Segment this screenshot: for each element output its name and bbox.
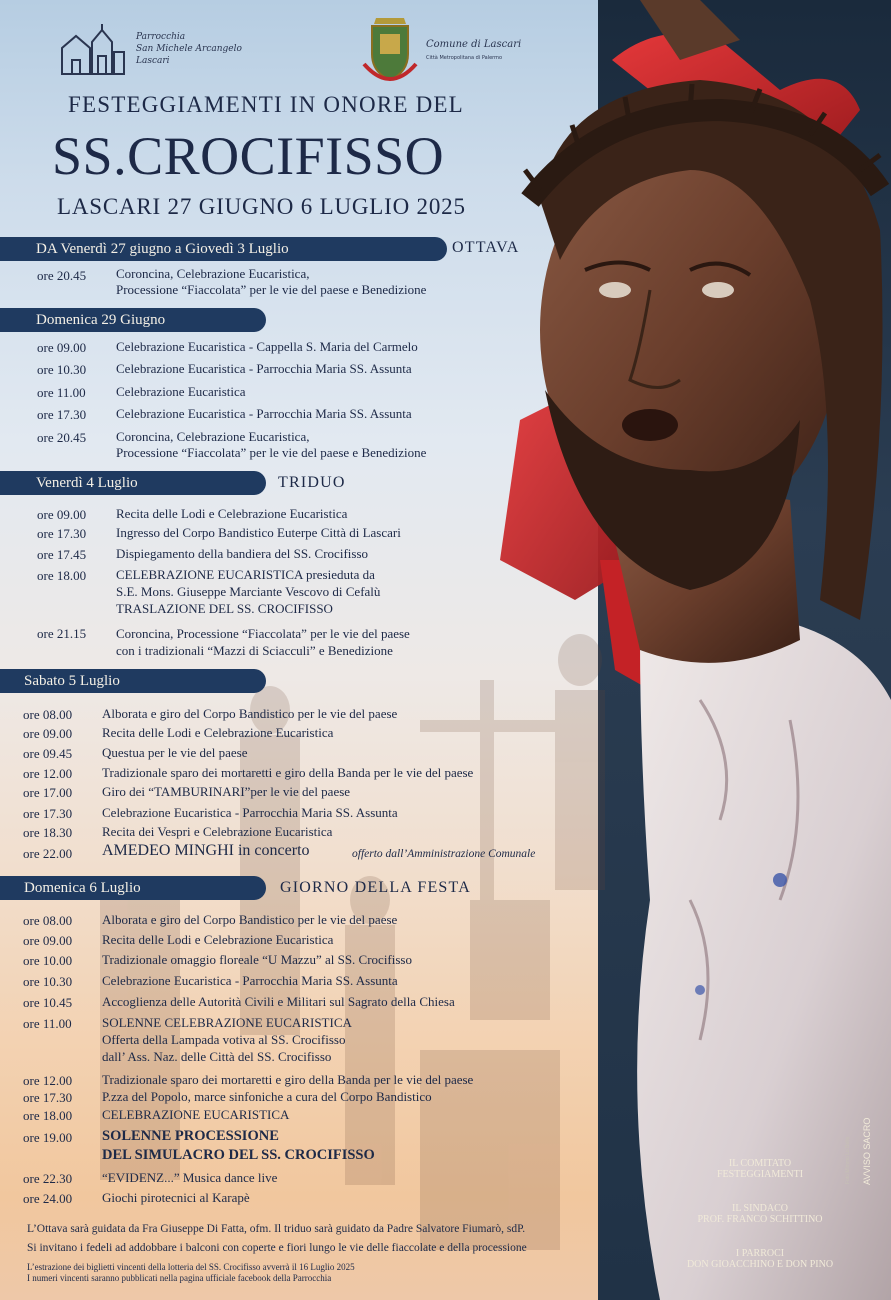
event-time: ore 10.45 — [23, 995, 73, 1010]
title-main: SS.CROCIFISSO — [52, 126, 445, 186]
event-time: ore 10.00 — [23, 953, 73, 968]
event-text: Tradizionale sparo dei mortaretti e giro della Banda per le vie del paese — [102, 1072, 474, 1087]
event-time: ore 09.00 — [23, 933, 73, 948]
section-tag-ottava: OTTAVA — [452, 239, 520, 256]
event-time: ore 18.30 — [23, 825, 73, 840]
title-dates: LASCARI 27 GIUGNO 6 LUGLIO 2025 — [57, 194, 466, 219]
comune-coat-of-arms-icon — [360, 14, 420, 86]
event-text: Celebrazione Eucaristica - Parrocchia Maria SS. Assunta — [116, 361, 412, 376]
photo-credit: Foto Mimmo Lo Bello — [845, 1136, 851, 1184]
event-time: ore 17.45 — [37, 547, 87, 562]
event-text: SOLENNE CELEBRAZIONE EUCARISTICA Offerta della Lampada votiva al SS. Crocifisso dall’ Ass. Naz. delle Città del SS. Crocifisso — [102, 1015, 352, 1064]
section-band-venerdi-4: Venerdì 4 Luglio — [0, 471, 266, 495]
event-time: ore 09.00 — [37, 507, 87, 522]
event-time: ore 08.00 — [23, 913, 73, 928]
event-time: ore 18.00 — [37, 568, 87, 583]
event-text: Coroncina, Celebrazione Eucaristica, Processione “Fiaccolata” per le vie del paese e Benedizione — [116, 266, 427, 297]
title-line-1: FESTEGGIAMENTI IN ONORE DEL — [68, 92, 464, 117]
event-time: ore 17.30 — [23, 1090, 73, 1105]
event-text: Ingresso del Corpo Bandistico Euterpe Città di Lascari — [116, 525, 401, 540]
event-text: Recita dei Vespri e Celebrazione Eucaristica — [102, 824, 333, 839]
signature-priests: I PARROCI DON GIOACCHINO E DON PINO — [686, 1248, 834, 1270]
section-tag-triduo: TRIDUO — [278, 474, 346, 491]
footnote-lottery: L’estrazione dei biglietti vincenti della lotteria del SS. Crocifisso avverrà il 16 Luglio 2025 — [27, 1262, 355, 1272]
event-time: ore 12.00 — [23, 1073, 73, 1088]
event-time: ore 17.30 — [37, 526, 87, 541]
event-time: ore 19.00 — [23, 1130, 73, 1145]
event-text: Coroncina, Processione “Fiaccolata” per le vie del paese con i tradizionali “Mazzi di Sciacculi” e Benedizione — [116, 626, 410, 658]
event-time: ore 17.00 — [23, 785, 73, 800]
event-text: P.zza del Popolo, marce sinfoniche a cura del Corpo Bandistico — [102, 1089, 432, 1104]
event-time: ore 18.00 — [23, 1108, 73, 1123]
event-time: ore 11.00 — [37, 385, 86, 400]
event-time: ore 09.45 — [23, 746, 73, 761]
event-time: ore 17.30 — [37, 407, 87, 422]
event-text-procession: SOLENNE PROCESSIONE DEL SIMULACRO DEL SS. CROCIFISSO — [102, 1128, 375, 1163]
parish-name: Parrocchia San Michele Arcangelo Lascari — [136, 32, 242, 66]
event-text: Giochi pirotecnici al Karapè — [102, 1190, 250, 1205]
event-text: Recita delle Lodi e Celebrazione Eucaristica — [102, 932, 334, 947]
event-extra-note: offerto dall’Amministrazione Comunale — [352, 848, 536, 860]
event-text: Alborata e giro del Corpo Bandistico per le vie del paese — [102, 912, 398, 927]
section-tag-giorno-festa: GIORNO DELLA FESTA — [280, 879, 471, 896]
event-time: ore 20.45 — [37, 268, 87, 283]
event-text: CELEBRAZIONE EUCARISTICA — [102, 1107, 290, 1122]
event-time: ore 24.00 — [23, 1191, 73, 1206]
footnote-numbers: I numeri vincenti saranno pubblicati nella pagina ufficiale facebook della Parrocchia — [27, 1273, 332, 1283]
signature-committee: IL COMITATO FESTEGGIAMENTI — [716, 1158, 804, 1180]
event-text: Accoglienza delle Autorità Civili e Militari sul Sagrato della Chiesa — [102, 994, 455, 1009]
event-time: ore 17.30 — [23, 806, 73, 821]
event-text: CELEBRAZIONE EUCARISTICA presieduta da S.E. Mons. Giuseppe Marciante Vescovo di Cefalù TRASLAZIONE DEL SS. CROCIFISSO — [116, 567, 381, 616]
event-text: Recita delle Lodi e Celebrazione Eucaristica — [102, 725, 334, 740]
event-time: ore 11.00 — [23, 1016, 72, 1031]
avviso-sacro-label: AVVISO SACRO — [862, 1117, 872, 1185]
event-text: Recita delle Lodi e Celebrazione Eucaristica — [116, 506, 348, 521]
event-text: Alborata e giro del Corpo Bandistico per le vie del paese — [102, 706, 398, 721]
section-band-sabato-5: Sabato 5 Luglio — [0, 669, 266, 693]
event-text: Coroncina, Celebrazione Eucaristica, Processione “Fiaccolata” per le vie del paese e Benedizione — [116, 429, 427, 460]
event-text-concert: AMEDEO MINGHI in concerto — [102, 842, 310, 859]
note-guides: L’Ottava sarà guidata da Fra Giuseppe Di Fatta, ofm. Il triduo sarà guidato da Padre Salvatore Fiumarò, sdP. — [27, 1223, 526, 1235]
event-text: Celebrazione Eucaristica - Parrocchia Maria SS. Assunta — [102, 973, 398, 988]
event-time: ore 08.00 — [23, 707, 73, 722]
event-text: Celebrazione Eucaristica - Parrocchia Maria SS. Assunta — [102, 805, 398, 820]
section-band-domenica-6: Domenica 6 Luglio — [0, 876, 266, 900]
event-text: Tradizionale sparo dei mortaretti e giro della Banda per le vie del paese — [102, 765, 474, 780]
event-text: Celebrazione Eucaristica - Cappella S. Maria del Carmelo — [116, 339, 418, 354]
event-time: ore 10.30 — [37, 362, 87, 377]
signature-mayor: IL SINDACO PROF. FRANCO SCHITTINO — [697, 1203, 823, 1225]
event-time: ore 22.00 — [23, 846, 73, 861]
event-time: ore 09.00 — [37, 340, 87, 355]
event-text: Giro dei “TAMBURINARI”per le vie del paese — [102, 784, 351, 799]
section-band-domenica-29: Domenica 29 Giugno — [0, 308, 266, 332]
event-text: “EVIDENZ...” Musica dance live — [102, 1170, 278, 1185]
event-time: ore 09.00 — [23, 726, 73, 741]
comune-subtitle: Città Metropolitana di Palermo — [426, 55, 503, 61]
event-text: Celebrazione Eucaristica — [116, 384, 246, 399]
event-time: ore 10.30 — [23, 974, 73, 989]
event-time: ore 21.15 — [37, 626, 87, 641]
event-time: ore 22.30 — [23, 1171, 73, 1186]
note-balconies: Si invitano i fedeli ad addobbare i balconi con coperte e fiori lungo le vie delle fiaccolate e della processione — [27, 1242, 527, 1254]
event-text: Tradizionale omaggio floreale “U Mazzu” al SS. Crocifisso — [102, 952, 412, 967]
event-text: Questua per le vie del paese — [102, 745, 248, 760]
event-time: ore 20.45 — [37, 430, 87, 445]
comune-name: Comune di Lascari — [426, 39, 522, 50]
parish-church-logo — [58, 22, 128, 78]
event-text: Dispiegamento della bandiera del SS. Crocifisso — [116, 546, 369, 561]
section-band-ottava: DA Venerdì 27 giugno a Giovedì 3 Luglio — [0, 237, 447, 261]
event-text: Celebrazione Eucaristica - Parrocchia Maria SS. Assunta — [116, 406, 412, 421]
event-time: ore 12.00 — [23, 766, 73, 781]
